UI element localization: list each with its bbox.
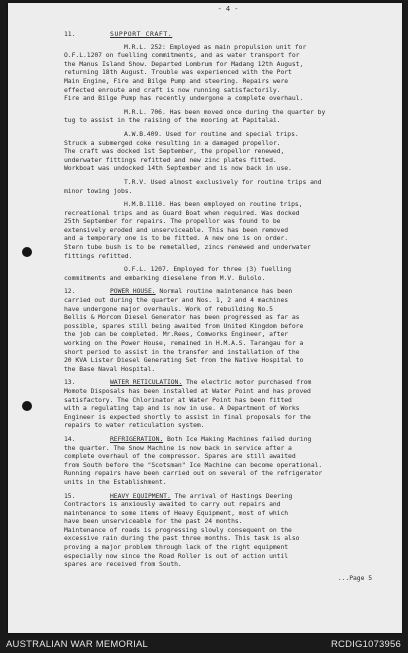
- block-line: recreational trips and as Guard Boat when required. Was docked: [64, 208, 300, 217]
- document-page: [8, 3, 402, 633]
- paragraph-line: Momote Disposals has been installed at Water Point and has proved: [64, 386, 311, 395]
- paragraph-first-line: [64, 287, 392, 296]
- block-line: Workboat was undocked 14th September and is now back in use.: [64, 164, 292, 173]
- block-line: The craft was docked 1st September, the propellor renewed,: [64, 147, 285, 156]
- block-line: O.F.L.1207 on fuelling commitments, and as water transport for: [64, 51, 300, 60]
- block-first-line: A.W.B.409. Used for routine and special trips.: [124, 129, 299, 138]
- paragraph-line: Maintenance of roads is progressing slowly consequent on the: [64, 525, 292, 534]
- paragraph-lead: Both Ice Making Machines failed during: [166, 434, 312, 443]
- paragraph-line: short period to assist in the transfer and installation of the: [64, 347, 300, 356]
- section-number: 11.: [64, 30, 76, 38]
- paragraph-number: 13.: [64, 378, 76, 387]
- paragraph-line: have been unserviceable for the past 24 months.: [64, 517, 243, 526]
- block-line: Fire and Bilge Pump has recently undergone a complete overhaul.: [64, 94, 304, 103]
- paragraph-line: 20 KVA Lister Diesel Generating Set from the Native Hospital to: [64, 356, 304, 365]
- paragraph-first-line: [64, 492, 392, 501]
- archive-caption-bar: [0, 636, 408, 653]
- block-line: Main Engine, Fire and Bilge Pump and steering. Repairs were: [64, 76, 289, 85]
- block-line: effected enroute and craft is now running satisfactorily.: [64, 85, 281, 94]
- paragraph-heading: HEAVY EQUIPMENT.: [110, 491, 171, 500]
- paragraph-line: spares are received from South.: [64, 560, 182, 569]
- paragraph-line: with a regulating tap and is now in use. A Department of Works: [64, 404, 300, 413]
- archive-name: AUSTRALIAN WAR MEMORIAL: [6, 639, 149, 650]
- block-line: fittings refitted.: [64, 251, 133, 260]
- paragraph-line: the Base Naval Hospital.: [64, 364, 156, 373]
- paragraph-number: 14.: [64, 434, 76, 443]
- block-first-line: H.M.B.1110. Has been employed on routine trips,: [124, 200, 303, 209]
- block-first-line: O.F.L. 1207. Employed for three (3) fuelling: [124, 265, 292, 274]
- paragraph-lead: The arrival of Hastings Deering: [174, 491, 293, 500]
- block-line: the Manus Island Show. Departed Lombrum for Madang 12th August,: [64, 59, 304, 68]
- craft-block-awb-409: [64, 130, 392, 173]
- paragraph-12-power-house: [64, 287, 392, 373]
- paragraph-line: working on the Power House, remained in H.M.A.S. Tarangau for a: [64, 339, 304, 347]
- block-line: tug to assist in the raising of the mooring at Papitalai.: [64, 116, 281, 125]
- block-line: extensively eroded and unserviceable. This has been removed: [64, 225, 289, 234]
- craft-block-ofl-1207: [64, 265, 392, 282]
- paragraph-lead: Normal routine maintenance has been: [159, 287, 293, 296]
- paragraph-15-heavy-equipment: [64, 492, 392, 569]
- craft-block-mrl-706: [64, 108, 392, 125]
- paragraph-line: units in the Establishment.: [64, 477, 167, 486]
- block-line: Stern tube bush is to be remetalled, zincs renewed and underwater: [64, 243, 311, 252]
- paragraph-line: repairs to water reticulation system.: [64, 421, 205, 430]
- block-line: and a temporary one is to be fitted. A new one is on order.: [64, 234, 289, 243]
- paragraph-line: have undergone major overhauls. Work of rebuilding No.5: [64, 304, 273, 313]
- paragraph-line: proving a major problem through lack of the right equipment: [64, 543, 289, 552]
- paragraph-line: Running repairs have been carried out on several of the refrigerator: [64, 469, 323, 478]
- paragraph-line: especially now since the Road Roller is out of action until: [64, 551, 289, 560]
- block-first-line: M.R.L. 706. Has been moved once during the quarter by: [124, 107, 326, 116]
- block-line: 25th September for repairs. The propellor was found to be: [64, 217, 281, 226]
- section-11-header: [64, 30, 392, 39]
- paragraph-heading: REFRIGERATION.: [110, 434, 164, 443]
- archive-reference-id: RCDIG1073956: [331, 639, 401, 650]
- paragraph-first-line: [64, 435, 392, 444]
- paragraph-line: Contractors is anxiously awaited to carry out repairs and: [64, 500, 281, 509]
- paragraph-heading: POWER HOUSE.: [110, 287, 156, 296]
- paragraph-line: from South before the "Scotsman" Ice Machine can become operational.: [64, 460, 323, 469]
- document-body: [64, 5, 392, 582]
- craft-block-mrl-252: [64, 43, 392, 103]
- block-line: commitments and embarking dieselene from M.V. Bulolo.: [64, 273, 266, 282]
- continued-on-page: ...Page 5: [337, 573, 372, 582]
- paragraph-line: satisfactory. The Chlorinator at Water Point has been fitted: [64, 395, 292, 404]
- block-first-line: M.R.L. 252: Employed as main propulsion unit for: [124, 42, 307, 51]
- paragraph-line: possible, spares still being awaited from United Kingdom before: [64, 321, 304, 330]
- paragraph-line: excessive rain during the past three months. This task is also: [64, 534, 300, 543]
- craft-block-trv: [64, 178, 392, 195]
- punch-hole-lower: [22, 401, 32, 411]
- block-first-line: T.R.V. Used almost exclusively for routine trips and: [124, 177, 322, 186]
- paragraph-line: complete overhaul of the compressor. Spares are still awaited: [64, 452, 296, 461]
- craft-block-hmb-1110: [64, 200, 392, 260]
- paragraph-14-refrigeration: [64, 435, 392, 487]
- block-line: underwater fittings refitted and new zinc plates fitted.: [64, 155, 277, 164]
- paragraph-lead: The electric motor purchased from: [185, 378, 312, 387]
- paragraph-line: the job can be completed. Mr.Rees, Comworks Engineer, after: [64, 330, 289, 339]
- punch-hole-upper: [22, 247, 32, 257]
- paragraph-number: 15.: [64, 491, 76, 500]
- page-marker: - 4 -: [217, 5, 239, 13]
- paragraph-number: 12.: [64, 287, 76, 296]
- paragraph-line: maintenance to some items of Heavy Equipment, most of which: [64, 508, 289, 517]
- paragraph-heading: WATER RETICULATION.: [110, 378, 183, 387]
- block-line: minor towing jobs.: [64, 186, 133, 195]
- paragraph-line: the quarter. The Snow Machine is now back in service after a: [64, 443, 292, 452]
- block-line: Struck a submerged coke resulting in a damaged propellor.: [64, 138, 281, 147]
- paragraph-first-line: [64, 378, 392, 387]
- section-title: SUPPORT CRAFT.: [110, 30, 173, 38]
- paragraph-line: Bellis & Morcom Diesel Generator has been progressed as far as: [64, 313, 300, 322]
- block-line: returning 18th August. Trouble was experienced with the Port: [64, 68, 292, 77]
- paragraph-line: Engineer is expected shortly to assist in final proposals for the: [64, 412, 311, 421]
- paragraph-line: carried out during the quarter and Nos. 1, 2 and 4 machines: [64, 296, 289, 305]
- paragraph-13-water-reticulation: [64, 378, 392, 430]
